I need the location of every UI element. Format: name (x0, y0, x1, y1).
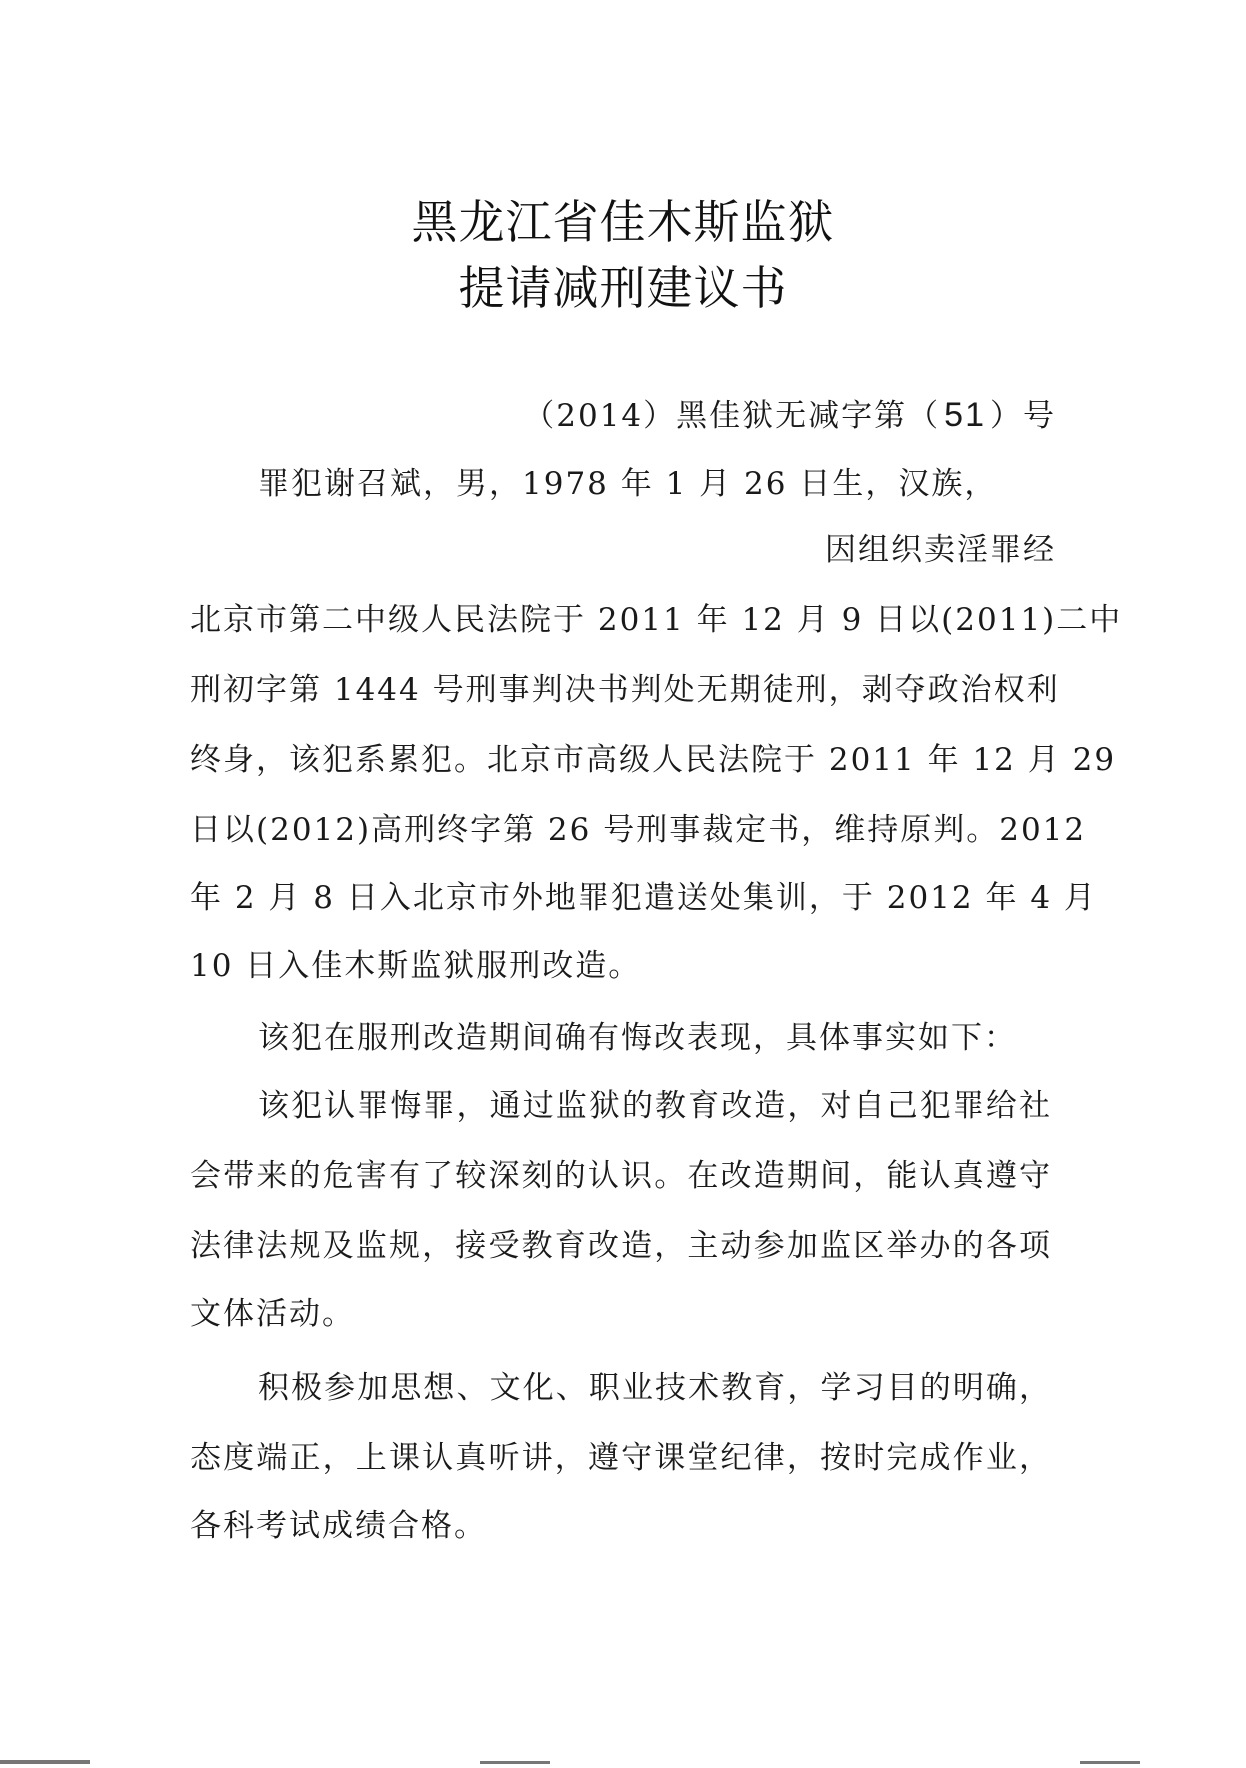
scan-edge-mark (0, 1760, 90, 1764)
body-line: 罪犯谢召斌，男，1978 年 1 月 26 日生，汉族， (258, 466, 998, 502)
body-line: 态度端正，上课认真听讲，遵守课堂纪律，按时完成作业， (190, 1440, 1052, 1476)
document-title-line2: 提请减刑建议书 (458, 261, 788, 315)
document-number-suffix: ）号 (990, 398, 1056, 434)
scan-edge-mark (1080, 1761, 1140, 1764)
body-line: 各科考试成绩合格。 (190, 1508, 487, 1544)
body-line: 年 2 月 8 日入北京市外地罪犯遣送处集训，于 2012 年 4 月 (190, 880, 1097, 916)
document-number (523, 390, 1056, 435)
body-line: 北京市第二中级人民法院于 2011 年 12 月 9 日以(2011)二中 (190, 602, 1123, 638)
body-line: 日以(2012)高刑终字第 26 号刑事裁定书，维持原判。2012 (190, 812, 1087, 848)
document-number-value: 51 (944, 396, 986, 434)
body-line: 10 日入佳木斯监狱服刑改造。 (190, 948, 642, 984)
body-line: 文体活动。 (190, 1296, 355, 1332)
body-line: 积极参加思想、文化、职业技术教育，学习目的明确， (258, 1370, 1052, 1406)
body-line: 会带来的危害有了较深刻的认识。在改造期间，能认真遵守 (190, 1158, 1052, 1194)
body-line: 该犯认罪悔罪，通过监狱的教育改造，对自己犯罪给社 (258, 1088, 1052, 1124)
body-line: 因组织卖淫罪经 (825, 532, 1056, 568)
document-number-prefix: （2014）黑佳狱无减字第（ (523, 398, 941, 434)
body-line: 法律法规及监规，接受教育改造，主动参加监区举办的各项 (190, 1228, 1052, 1264)
document-title-line1: 黑龙江省佳木斯监狱 (411, 195, 835, 249)
body-line: 刑初字第 1444 号刑事判决书判处无期徒刑，剥夺政治权利 (190, 672, 1060, 708)
body-line: 该犯在服刑改造期间确有悔改表现，具体事实如下： (258, 1020, 1017, 1056)
body-line: 终身，该犯系累犯。北京市高级人民法院于 2011 年 12 月 29 (190, 742, 1117, 778)
scan-edge-mark (480, 1761, 550, 1764)
